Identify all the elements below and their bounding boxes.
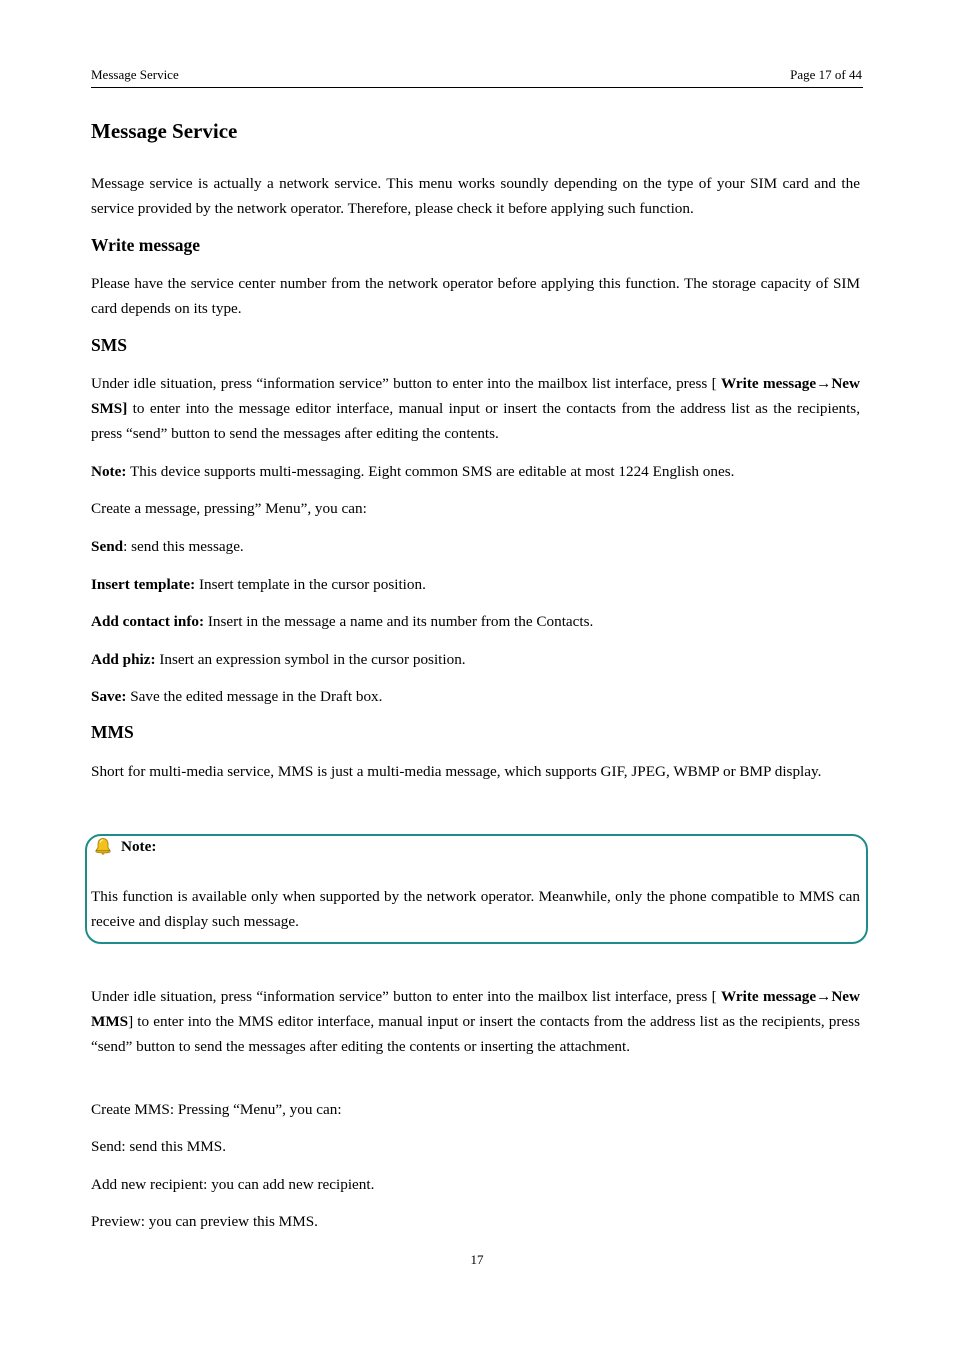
write-message-paragraph: Please have the service center number from the network operator before applying this function. The storage capacity of SIM card depends on its type. — [91, 275, 860, 317]
running-header-page: Page 17 of 44 — [790, 67, 862, 82]
mms-heading: MMS — [91, 722, 134, 742]
mms-item-add-recipient: Add new recipient: you can add new recipient. — [91, 1176, 375, 1193]
write-message-heading: Write message — [91, 235, 201, 255]
mms-paragraph: Under idle situation, press “information service” button to enter into the mailbox list interface, press [ Write message→New MMS] to enter into the MMS editor interface, manual input or insert the contacts from the address list as the recipients, press “send” button to send the messages after editing the contents or inserting the attachment. — [91, 988, 860, 1055]
note-box-label: Note: — [121, 838, 157, 855]
sms-create-message: Create a message, pressing” Menu”, you can: — [91, 500, 367, 517]
mms-item-send: Send: send this MMS. — [91, 1138, 227, 1155]
mms-item-preview: Preview: you can preview this MMS. — [91, 1213, 318, 1230]
note-box-text: This function is available only when supported by the network operator. Meanwhile, only the phone compatible to MMS can receive and display such message. — [91, 888, 860, 930]
sms-note: Note: This device supports multi-messaging. Eight common SMS are editable at most 1224 English ones. — [91, 463, 735, 480]
sms-paragraph: Under idle situation, press “information service” button to enter into the mailbox list interface, press [ Write message→New SMS] to enter into the message editor interface, manual input or insert the contacts from the address list as the recipients, press “send” button to send the messages after editing the contents. — [91, 375, 860, 442]
mms-intro-paragraph: Short for multi-media service, MMS is just a multi-media message, which supports GIF, JPEG, WBMP or BMP display. — [91, 763, 822, 780]
sms-option-add-contact-info: Add contact info: Insert in the message a name and its number from the Contacts. — [91, 613, 594, 630]
header-rule — [91, 87, 863, 88]
sms-option-insert-template: Insert template: Insert template in the cursor position. — [91, 576, 426, 593]
sms-option-save: Save: Save the edited message in the Draft box. — [91, 688, 383, 705]
page-title: Message Service — [91, 119, 238, 143]
sms-heading: SMS — [91, 335, 127, 355]
mms-create-message: Create MMS: Pressing “Menu”, you can: — [91, 1101, 342, 1118]
bell-icon — [93, 836, 113, 856]
page-number: 17 — [470, 1252, 484, 1267]
intro-paragraph: Message service is actually a network service. This menu works soundly depending on the type of your SIM card and the service provided by the network operator. Therefore, please check it before applying such function. — [91, 175, 860, 217]
sms-option-send: Send: send this message. — [91, 538, 244, 555]
sms-option-add-phiz: Add phiz: Insert an expression symbol in the cursor position. — [91, 651, 466, 668]
running-header-title: Message Service — [91, 67, 179, 82]
